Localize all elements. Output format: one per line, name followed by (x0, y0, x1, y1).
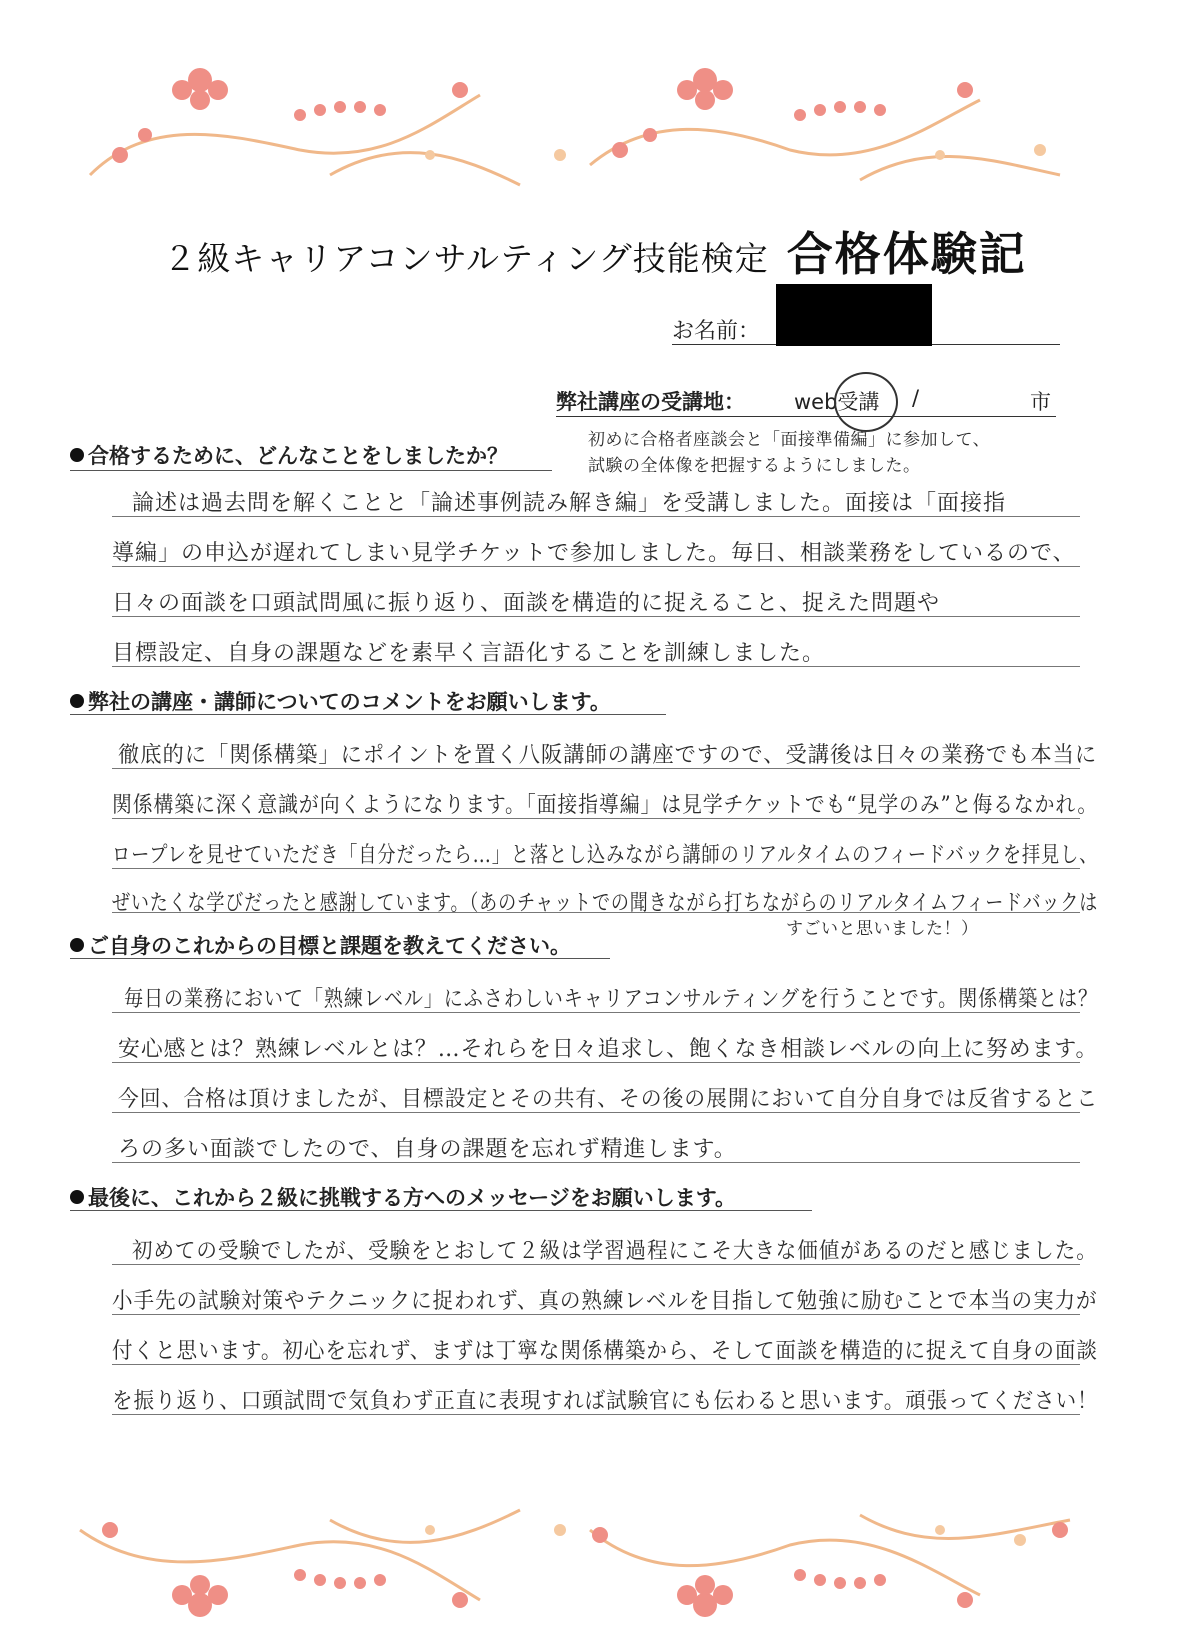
section-2-line-1: 徹底的に「関係構築」にポイントを置く八阪講師の講座ですので、受講後は日々の業務でも本当に (118, 743, 1098, 768)
name-redaction (776, 284, 932, 346)
title-subtitle: ２級キャリアコンサルティング技能検定 (163, 239, 769, 278)
ruled-line (112, 912, 1080, 913)
section-3-heading-underline (70, 958, 610, 959)
ruled-line (112, 1012, 1080, 1013)
ruled-line (112, 868, 1080, 869)
ruled-line (112, 1314, 1080, 1315)
section-2-trailing: すごいと思いました！） (786, 919, 979, 939)
section-3-line-3: 今回、合格は頂けましたが、目標設定とその共有、その後の展開において自分自身では反省するとこ (118, 1087, 1099, 1112)
section-3-line-4: ろの多い面談でしたので、自身の課題を忘れず精進します。 (118, 1137, 737, 1162)
section-4-heading-underline (70, 1210, 812, 1211)
ruled-line (112, 768, 1080, 769)
venue-label: 弊社講座の受講地： (556, 390, 745, 414)
section-3-line-2: 安心感とは？熟練レベルとは？…それらを日々追求し、飽くなき相談レベルの向上に努めます。 (118, 1037, 1099, 1062)
section-3-heading-text: ご自身のこれからの目標と課題を教えてください。 (88, 934, 571, 958)
ruled-line (112, 1062, 1080, 1063)
section-4-line-3: 付くと思います。初心を忘れず、まずは丁寧な関係構築から、そして面談を構造的に捉えて自身の面談 (112, 1339, 1098, 1364)
bullet-icon (70, 694, 84, 708)
ruled-line (112, 616, 1080, 617)
section-4-line-2: 小手先の試験対策やテクニックに捉われず、真の熟練レベルを目指して勉強に励むことで本当の実力が (112, 1289, 1098, 1314)
venue-selection-circle (834, 372, 898, 432)
section-1-heading-underline (70, 470, 552, 471)
section-1-heading-text: 合格するために、どんなことをしましたか？ (88, 444, 508, 468)
section-2-heading-text: 弊社の講座・講師についてのコメントをお願いします。 (88, 690, 611, 714)
ruled-line (112, 1414, 1080, 1415)
section-2-line-2: 関係構築に深く意識が向くようになります。「面接指導編」は見学チケットでも“見学のみ”と侮るなかれ。 (112, 793, 1099, 818)
bullet-icon (70, 448, 84, 462)
section-1-line-2: 導編」の申込が遅れてしまい見学チケットで参加しました。毎日、相談業務をしているので、 (112, 541, 1076, 566)
ruled-line (112, 1112, 1080, 1113)
ruled-line (112, 516, 1080, 517)
venue-web-option: web受講 (794, 390, 880, 414)
title-main: 合格体験記 (786, 227, 1027, 281)
section-1-side-note-line-1: 初めに合格者座談会と「面接準備編」に参加して、 (588, 430, 991, 450)
venue-field (556, 380, 1056, 417)
section-4-line-1: 初めての受験でしたが、受験をとおして２級は学習過程にこそ大きな価値があるのだと感じました。 (132, 1239, 1098, 1264)
venue-city: 市 (1030, 390, 1051, 414)
venue-separator: / (912, 386, 920, 410)
section-3-line-1: 毎日の業務において「熟練レベル」にふさわしいキャリアコンサルティングを行うことです。関係構築とは？ (124, 987, 1099, 1012)
name-label: お名前： (672, 319, 761, 344)
bullet-icon (70, 1190, 84, 1204)
ruled-line (112, 1364, 1080, 1365)
floral-border-top-icon (0, 55, 1190, 205)
ruled-line (112, 566, 1080, 567)
section-1-line-3: 日々の面談を口頭試問風に振り返り、面談を構造的に捉えること、捉えた問題や (112, 591, 941, 616)
ruled-line (112, 666, 1080, 667)
page-title (0, 218, 1190, 284)
ruled-line (112, 1264, 1080, 1265)
section-1-line-1: 論述は過去問を解くことと「論述事例読み解き編」を受講しました。面接は「面接指 (132, 491, 1007, 516)
ruled-line (112, 1162, 1080, 1163)
section-1-heading (70, 440, 508, 473)
ruled-line (112, 818, 1080, 819)
section-1-side-note-line-2: 試験の全体像を把握するようにしました。 (588, 456, 921, 476)
section-4-heading-text: 最後に、これから２級に挑戦する方へのメッセージをお願いします。 (88, 1186, 737, 1210)
section-2-line-3: ロープレを見せていただき「自分だったら…」と落とし込みながら講師のリアルタイムのフィードバックを拝見し、 (112, 843, 1099, 868)
name-field (672, 310, 1060, 345)
section-2-heading-underline (70, 714, 666, 715)
section-4-line-4: を振り返り、口頭試問で気負わず正直に表現すれば試験官にも伝わると思います。頑張ってください！ (112, 1389, 1099, 1414)
bullet-icon (70, 938, 84, 952)
floral-border-bottom-icon (0, 1490, 1190, 1633)
section-2-line-4: ぜいたくな学びだったと感謝しています。（あのチャットでの聞きながら打ちながらのリアルタイムフィードバックは (112, 891, 1099, 916)
section-1-line-4: 目標設定、自身の課題などを素早く言語化することを訓練しました。 (112, 641, 826, 666)
